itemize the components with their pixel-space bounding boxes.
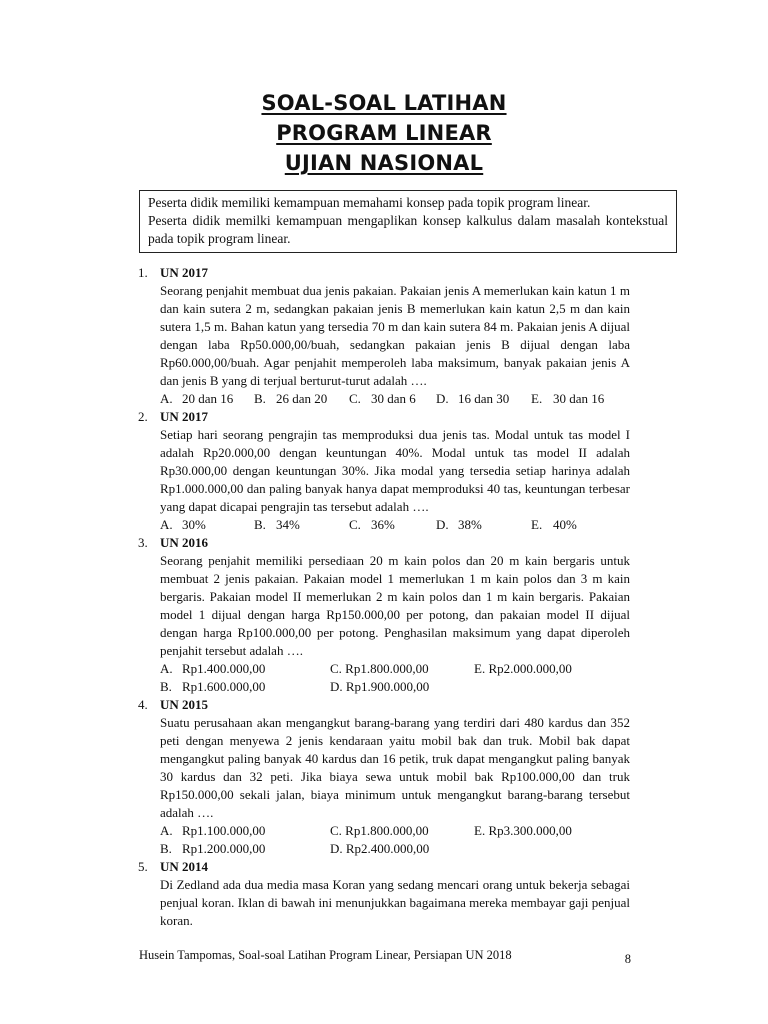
answer-options — [160, 390, 630, 408]
title-line-2: PROGRAM LINEAR — [276, 121, 492, 145]
option-a: A. Rp1.400.000,00 — [160, 661, 266, 676]
option-d: D. Rp1.900.000,00 — [330, 679, 430, 694]
option-d: D. 38% — [436, 517, 482, 532]
option-a: A. 30% — [160, 517, 206, 532]
option-c: C. Rp1.800.000,00 — [330, 823, 429, 838]
question-item — [138, 534, 630, 696]
option-a: A. Rp1.100.000,00 — [160, 823, 266, 838]
page-number: 8 — [624, 952, 631, 966]
answer-options — [160, 822, 630, 858]
document-title — [0, 88, 768, 178]
question-number: 1. — [138, 265, 148, 280]
option-e: E. 40% — [531, 517, 577, 532]
question-number: 3. — [138, 535, 148, 550]
answer-options — [160, 660, 630, 696]
question-item — [138, 858, 630, 930]
option-b: B. Rp1.600.000,00 — [160, 679, 266, 694]
question-number: 4. — [138, 697, 148, 712]
question-text: Di Zedland ada dua media masa Koran yang sedang mencari orang untuk bekerja sebagai penjual koran. Iklan di bawah ini menunjukkan bagaimana mereka membayar gaji penjual koran. — [160, 877, 630, 928]
question-text: Suatu perusahaan akan mengangkut barang-barang yang terdiri dari 480 kardus dan 352 peti dengan menyewa 2 jenis kendaraan yaitu mobil bak dan truk. Mobil bak dapat mengangkut paling banyak 40 kardus dan 16 petik, truk dapat mengangkut paling banyak 30 kardus dan 32 peti. Jika biaya sewa untuk mobil bak Rp100.000,00 dan truk Rp150.000,00 sekali jalan, biaya minimum untuk mengangkut barang-barang tersebut adalah …. — [160, 715, 630, 820]
question-item — [138, 264, 630, 408]
answer-options — [160, 516, 630, 534]
objective-2: Peserta didik memilki kemampuan mengaplikan konsep kalkulus dalam masalah kontekstual pada topik program linear. — [148, 213, 668, 246]
title-line-1: SOAL-SOAL LATIHAN — [261, 91, 507, 115]
question-item — [138, 408, 630, 534]
question-number: 5. — [138, 859, 148, 874]
question-source: UN 2017 — [160, 409, 209, 424]
question-source: UN 2015 — [160, 697, 209, 712]
question-source: UN 2016 — [160, 535, 209, 550]
question-text: Seorang penjahit memiliki persediaan 20 m kain polos dan 20 m kain bergaris untuk membuat 2 jenis pakaian. Pakaian model 1 memerlukan 1 m kain polos dan 3 m kain bergaris. Pakaian model II memerlukan 2 m kain polos dan 1 m kain bergaris. Pakaian model 1 dijual dengan harga Rp150.000,00 per potong, dan pakaian model II dijual dengan harga Rp100.000,00 per potong. Penghasilan maksimum yang dapat diperoleh penjahit tersebut adalah …. — [160, 553, 630, 658]
option-d: D. Rp2.400.000,00 — [330, 841, 430, 856]
option-e: E. Rp3.300.000,00 — [474, 823, 572, 838]
title-line-3: UJIAN NASIONAL — [284, 151, 484, 175]
question-item — [138, 696, 630, 858]
option-e: E. Rp2.000.000,00 — [474, 661, 572, 676]
question-source: UN 2014 — [160, 859, 209, 874]
option-c: C. 36% — [349, 517, 395, 532]
question-text: Seorang penjahit membuat dua jenis pakaian. Pakaian jenis A memerlukan kain katun 1 m dan kain sutera 2 m, sedangkan pakaian jenis B memerlukan kain katun 2,5 m dan kain sutera 1,5 m. Bahan katun yang tersedia 70 m dan kain sutera 84 m. Pakaian jenis A dijual dengan laba Rp50.000,00/buah, sedangkan pakaian jenis B dijual dengan laba Rp60.000,00/buah. Agar penjahit memperoleh laba maksimum, banyak pakaian jenis A dan jenis B yang di terjual berturut-turut adalah …. — [160, 283, 630, 388]
question-source: UN 2017 — [160, 265, 209, 280]
question-number: 2. — [138, 409, 148, 424]
option-c: C. 30 dan 6 — [349, 391, 416, 406]
option-b: B. 34% — [254, 517, 300, 532]
footer-text: Husein Tampomas, Soal-soal Latihan Program Linear, Persiapan UN 2018 — [139, 948, 512, 962]
question-text: Setiap hari seorang pengrajin tas memproduksi dua jenis tas. Modal untuk tas model I adalah Rp20.000,00 dengan keuntungan 40%. Modal untuk tas model II adalah Rp30.000,00 dengan keuntungan 30%. Jika modal yang tersedia setiap harinya adalah Rp1.000.000,00 dan paling banyak hanya dapat memproduksi 40 tas, keuntungan terbesar yang dapat dicapai pengrajin tas tersebut adalah …. — [160, 427, 630, 514]
option-d: D. 16 dan 30 — [436, 391, 510, 406]
option-e: E. 30 dan 16 — [531, 391, 605, 406]
option-c: C. Rp1.800.000,00 — [330, 661, 429, 676]
option-b: B. 26 dan 20 — [254, 391, 328, 406]
option-a: A. 20 dan 16 — [160, 391, 234, 406]
question-list — [138, 264, 630, 930]
option-b: B. Rp1.200.000,00 — [160, 841, 266, 856]
learning-objectives-box — [139, 190, 677, 253]
objective-1: Peserta didik memiliki kemampuan memahami konsep pada topik program linear. — [148, 195, 591, 210]
